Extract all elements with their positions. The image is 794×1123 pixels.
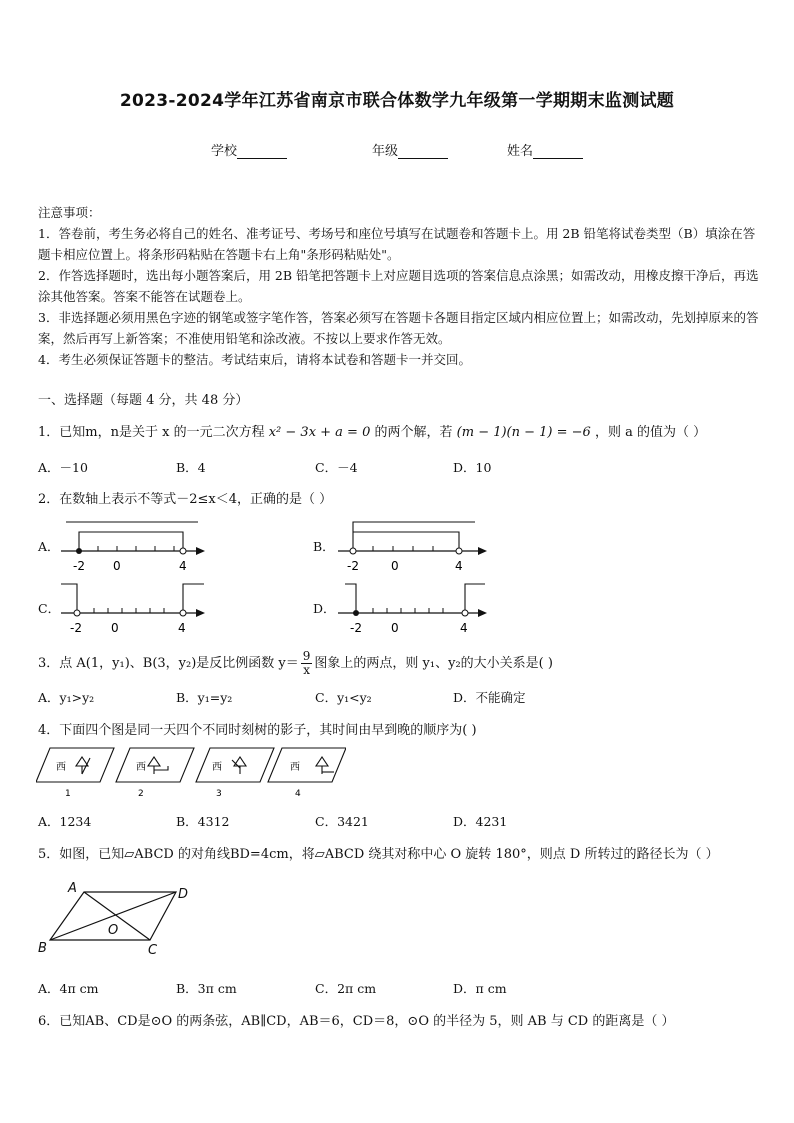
q4-option-d[interactable]: D．4231 bbox=[453, 814, 508, 829]
west-label-1: 西 bbox=[56, 762, 66, 773]
tick-label-0: 0 bbox=[113, 559, 121, 573]
figure-number-3: 3 bbox=[216, 789, 222, 798]
name-label: 姓名 bbox=[507, 144, 534, 159]
note-item-2: 2．作答选择题时，选出每小题答案后，用 2B 铅笔把答题卡上对应题目选项的答案信息点涂黑；如需改动，用橡皮擦干净后，再选涂其他答案。答案不能答在试题卷上。 bbox=[38, 268, 759, 304]
q5-option-a[interactable]: A．4π cm bbox=[38, 981, 99, 996]
tick-label-neg2: -2 bbox=[350, 621, 362, 635]
q1-equation: x² − 3x + a = 0 bbox=[268, 425, 371, 440]
tick-label-neg2: -2 bbox=[347, 559, 359, 573]
west-label-4: 西 bbox=[290, 762, 300, 773]
west-label-2: 西 bbox=[136, 762, 146, 773]
figure-number-1: 1 bbox=[65, 789, 71, 798]
q3-option-b[interactable]: B．y₁=y₂ bbox=[176, 690, 233, 705]
q2-numberline-d bbox=[335, 580, 495, 638]
q5-option-b[interactable]: B．3π cm bbox=[176, 981, 237, 996]
question-5: 5．如图，已知▱ABCD 的对角线BD=4cm，将▱ABCD 绕其对称中心 O 旋转 180°，则点 D 所转过的路径长为（ ） bbox=[38, 847, 719, 862]
point-label-c: C bbox=[148, 943, 158, 958]
q1-option-b[interactable]: B．4 bbox=[176, 460, 206, 475]
tick-label-4: 4 bbox=[179, 559, 187, 573]
q2-option-b[interactable]: B． bbox=[313, 539, 335, 554]
name-blank[interactable] bbox=[533, 146, 583, 159]
q2-option-a[interactable]: A． bbox=[38, 539, 60, 554]
question-3 bbox=[38, 650, 553, 677]
q5-option-c[interactable]: C．2π cm bbox=[315, 981, 377, 996]
tick-label-4: 4 bbox=[460, 621, 468, 635]
point-label-o: O bbox=[108, 923, 119, 938]
question-4: 4．下面四个图是同一天四个不同时刻树的影子，其时间由早到晚的顺序为( ) bbox=[38, 723, 477, 738]
q5-parallelogram-figure bbox=[36, 880, 206, 958]
grade-label: 年级 bbox=[372, 144, 399, 159]
q1-text-mid: 的两个解，若 bbox=[374, 425, 453, 440]
note-item-3: 3．非选择题必须用黑色字迹的钢笔或签字笔作答，答案必须写在答题卡各题目指定区域内相应位置上；如需改动，先划掉原来的答案，然后再写上新答案；不准使用铅笔和涂改液。不按以上要求作答无效。 bbox=[38, 310, 759, 346]
point-label-a: A bbox=[68, 881, 77, 896]
point-label-b: B bbox=[38, 941, 47, 956]
q4-option-b[interactable]: B．4312 bbox=[176, 814, 230, 829]
tick-label-neg2: -2 bbox=[73, 559, 85, 573]
notes-block bbox=[38, 202, 760, 370]
q4-shadow-figures bbox=[36, 746, 346, 798]
q4-option-c[interactable]: C．3421 bbox=[315, 814, 369, 829]
q2-numberline-c bbox=[58, 580, 213, 638]
q2-option-c[interactable]: C． bbox=[38, 601, 61, 616]
grade-field bbox=[372, 140, 448, 159]
point-label-d: D bbox=[178, 887, 189, 902]
school-blank[interactable] bbox=[237, 146, 287, 159]
q1-text-pre: 1．已知m，n是关于 x 的一元二次方程 bbox=[38, 425, 265, 440]
section-heading: 一、选择题（每题 4 分，共 48 分） bbox=[38, 393, 249, 408]
q1-option-d[interactable]: D．10 bbox=[453, 460, 492, 475]
q3-text-pre: 3．点 A(1，y₁)、B(3，y₂)是反比例函数 y＝ bbox=[38, 656, 299, 671]
q2-numberline-a bbox=[58, 518, 213, 576]
note-item-1: 1．答卷前，考生务必将自己的姓名、准考证号、考场号和座位号填写在试题卷和答题卡上。用 2B 铅笔将试卷类型（B）填涂在答题卡相应位置上。将条形码粘贴在答题卡右上角"条形码粘贴处"。 bbox=[38, 226, 756, 262]
tick-label-0: 0 bbox=[391, 559, 399, 573]
q3-option-a[interactable]: A．y₁>y₂ bbox=[38, 690, 95, 705]
q2-numberline-b bbox=[335, 518, 495, 576]
q3-fraction bbox=[301, 650, 313, 677]
q4-option-a[interactable]: A．1234 bbox=[38, 814, 92, 829]
west-label-3: 西 bbox=[212, 762, 222, 773]
tick-label-0: 0 bbox=[111, 621, 119, 635]
school-field bbox=[211, 140, 287, 159]
q1-option-c[interactable]: C．－4 bbox=[315, 460, 358, 475]
figure-number-4: 4 bbox=[295, 789, 301, 798]
note-item-4: 4．考生必须保证答题卡的整洁。考试结束后，请将本试卷和答题卡一并交回。 bbox=[38, 352, 471, 367]
q3-option-c[interactable]: C．y₁<y₂ bbox=[315, 690, 372, 705]
q1-option-a[interactable]: A．－10 bbox=[38, 460, 88, 475]
page-title: 2023-2024学年江苏省南京市联合体数学九年级第一学期期末监测试题 bbox=[119, 91, 675, 111]
tick-label-4: 4 bbox=[178, 621, 186, 635]
grade-blank[interactable] bbox=[398, 146, 448, 159]
school-label: 学校 bbox=[211, 144, 238, 159]
q1-condition: (m − 1)(n − 1) = −6 bbox=[456, 425, 591, 440]
q3-text-post: 图象上的两点，则 y₁、y₂的大小关系是( ) bbox=[314, 656, 553, 671]
tick-label-4: 4 bbox=[455, 559, 463, 573]
q3-option-d[interactable]: D．不能确定 bbox=[453, 690, 526, 705]
notes-heading: 注意事项： bbox=[38, 205, 101, 220]
q5-option-d[interactable]: D．π cm bbox=[453, 981, 507, 996]
figure-number-2: 2 bbox=[138, 789, 144, 798]
name-field bbox=[507, 140, 583, 159]
q3-denominator: x bbox=[303, 663, 310, 677]
tick-label-neg2: -2 bbox=[70, 621, 82, 635]
q2-option-d[interactable]: D． bbox=[313, 601, 336, 616]
q1-text-post: ，则 a 的值为（ ） bbox=[594, 425, 707, 440]
question-2: 2．在数轴上表示不等式－2≤x＜4，正确的是（ ） bbox=[38, 492, 333, 507]
question-6: 6．已知AB、CD是⊙O 的两条弦，AB∥CD，AB＝6，CD＝8，⊙O 的半径为 5，则 AB 与 CD 的距离是（ ） bbox=[38, 1014, 675, 1029]
question-1 bbox=[38, 421, 706, 440]
tick-label-0: 0 bbox=[391, 621, 399, 635]
q3-numerator: 9 bbox=[302, 649, 311, 663]
